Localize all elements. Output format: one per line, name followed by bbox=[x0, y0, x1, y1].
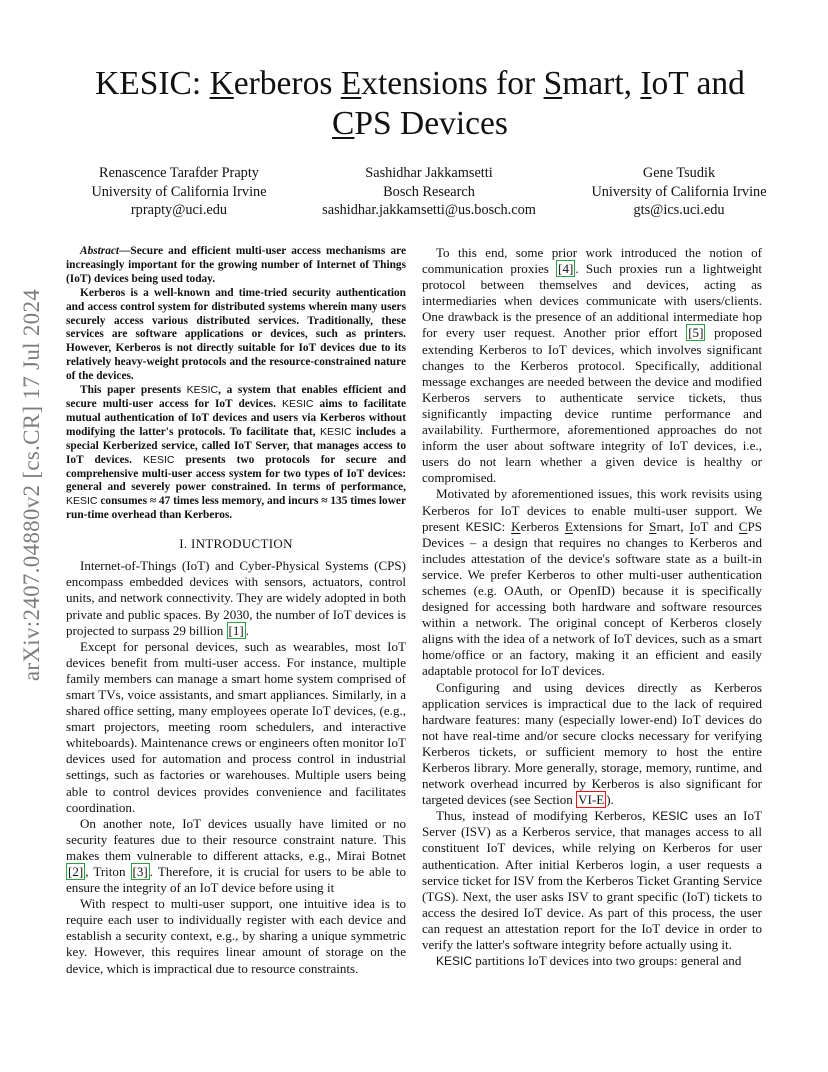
paper-title bbox=[70, 64, 770, 144]
body-paragraph: Motivated by aforementioned issues, this work revisits using Kerberos for IoT devices to enable multi-user support. We present KESIC: Kerberos Extensions for Smart, IoT and CPS Devices – a design that requires no changes to Kerberos and includes attestation of the device's software state as a built-in service. We prefer Kerberos to other multi-user authentication schemes (e.g. OAuth, or OpenID) because it is specifically designed for accessing both hardware and software resources within a network. The original concept of Kerberos closely aligns with the idea of a network of IoT devices, such as a smart home/office or an factory, making it an efficient and easily adaptable protocol for IoT devices. bbox=[422, 486, 762, 679]
body-paragraph: Except for personal devices, such as wearables, most IoT devices benefit from multi-user access. For instance, multiple family members can manage a smart home system comprised of smart TVs, voice assistants, and smart appliances. Similarly, in a shared office setting, many employees operate IoT devices, (e.g., smart projectors, meeting room schedulers, and interactive whiteboards). Maintenance crews or engineers often monitor IoT devices used for automation and process control in industrial settings, such as factories or warehouses. Multiple users being able to control devices provides convenience and facilitates coordination. bbox=[66, 638, 406, 815]
author-email: gts@ics.uci.edu bbox=[633, 202, 725, 218]
citation-link[interactable]: [4] bbox=[558, 261, 574, 277]
right-column bbox=[422, 245, 762, 969]
author-email: rprapty@uci.edu bbox=[130, 202, 228, 218]
author-affiliation: Bosch Research bbox=[383, 183, 475, 200]
author-3 bbox=[574, 164, 784, 220]
author-block bbox=[64, 164, 784, 220]
body-paragraph: With respect to multi-user support, one intuitive idea is to require each user to individually register with each device and establish a security context, e.g., by sharing a unique symmetric key. However, this requires linear amount of storage on the device, which is impractical due to resource constraints. bbox=[66, 896, 406, 976]
body-paragraph: Internet-of-Things (IoT) and Cyber-Physical Systems (CPS) encompass embedded devices with sensors, actuators, control units, and network connectivity. They are widely adopted in both private and public spaces. By 2030, the number of IoT devices is projected to surpass 29 billion [1] . bbox=[66, 558, 406, 638]
title-line-2: CPS Devices bbox=[332, 105, 508, 142]
author-name: Gene Tsudik bbox=[642, 165, 716, 181]
author-name: Sashidhar Jakkamsetti bbox=[365, 165, 493, 181]
arxiv-side-stamp bbox=[12, 205, 52, 765]
arxiv-identifier: arXiv:2407.04880v2 [cs.CR] 17 Jul 2024 bbox=[19, 288, 44, 682]
section-heading-introduction: I. INTRODUCTION bbox=[179, 536, 293, 552]
citation-link[interactable]: [3] bbox=[132, 864, 148, 879]
body-paragraph: On another note, IoT devices usually have limited or no security features due to their resource constraint nature. This makes them vulnerable to different attacks, e.g., Mirai Botnet [2] , Triton [3] . Therefore, it is crucial for users to be able to ensure the integrity of an IoT device before using it bbox=[66, 815, 407, 896]
body-paragraph: KESIC partitions IoT devices into two groups: general and bbox=[436, 953, 742, 969]
title-line-1: KESIC: Kerberos Extensions for Smart, IoT and bbox=[95, 65, 745, 102]
body-paragraph: Configuring and using devices directly as Kerberos application services is impractical due to the lack of required hardware features: many (especially lower-end) IoT devices do not have real-time and/or secure clocks necessary for verifying Kerberos tickets, or sufficient memory to host the entire Kerberos library. More generally, storage, memory, runtime, and network overhead incurred by Kerberos is also significant for targeted devices (see Section VI-E ). bbox=[422, 679, 762, 808]
author-name: Renascence Tarafder Prapty bbox=[99, 165, 259, 181]
body-paragraph: To this end, some prior work introduced the notion of communication proxies [4] . Such proxies run a lightweight protocol between themselves and devices, acting as intermediaries when devices communicate with users/clients. One drawback is the presence of an additional intermediate hop for every user request. Another prior effort [5] proposed extending Kerberos to IoT devices, which involves significant changes to the Kerberos protocol. Specifically, additional message exchanges are needed between the device and modified Kerberos servers to authenticate service tickets, thus significantly impacting device runtime performance and availability. Furthermore, aforementioned approaches do not inform the user about software integrity of IoT devices, i.e., users do not learn whether a given device is healthy or compromised. bbox=[422, 245, 762, 486]
author-affiliation: University of California Irvine bbox=[91, 183, 267, 200]
author-affiliation: University of California Irvine bbox=[591, 183, 767, 200]
citation-link[interactable]: [5] bbox=[688, 325, 704, 341]
citation-link[interactable]: [1] bbox=[228, 622, 244, 638]
author-email: sashidhar.jakkamsetti@us.bosch.com bbox=[322, 202, 536, 218]
left-column bbox=[66, 245, 406, 977]
body-paragraph: Thus, instead of modifying Kerberos, KESIC uses an IoT Server (ISV) as a Kerberos service, that manages access to all constituent IoT devices, while relying on Kerberos for user authentication. After initial Kerberos login, a user requests a service ticket for ISV from the Kerberos Ticket Granting Service (TGS). Next, the user asks ISV to grant specific (IoT) tickets to access the desired IoT device. As part of this process, the user can request an attestation report for the IoT device in order to verify the latter's software integrity before actually using it. bbox=[422, 808, 762, 953]
abstract-paragraph: Kerberos is a well-known and time-tried security authentication and access control system for distributed systems wherein many users securely access various distributed services. Traditionally, these services are software applications or devices, such as printers. However, Kerberos is not directly suitable for IoT devices due to its relatively heavy-weight protocols and the resource-constrained nature of the devices. bbox=[66, 286, 406, 383]
abstract bbox=[66, 245, 406, 523]
abstract-paragraph: Abstract—Secure and efficient multi-user access mechanisms are increasingly important for the growing number of Internet of Things (IoT) devices being used today. bbox=[66, 245, 406, 285]
abstract-paragraph: This paper presents KESIC, a system that enables efficient and secure multi-user access for IoT devices. KESIC aims to facilitate mutual authentication of IoT devices and users via Kerberos without modifying the latter's protocols. To facilitate that, KESIC includes a special Kerberized service, called IoT Server, that manages access to IoT devices. KESIC presents two protocols for secure and comprehensive multi-user access system for two types of IoT devices: general and severely power constrained. In terms of performance, KESIC consumes ≈ 47 times less memory, and incurs ≈ 135 times lower run-time overhead than Kerberos. bbox=[66, 384, 407, 522]
author-1 bbox=[74, 164, 284, 220]
author-2 bbox=[309, 164, 549, 220]
citation-link[interactable]: [2] bbox=[68, 864, 84, 879]
section-reference-link[interactable]: VI-E bbox=[578, 792, 605, 808]
